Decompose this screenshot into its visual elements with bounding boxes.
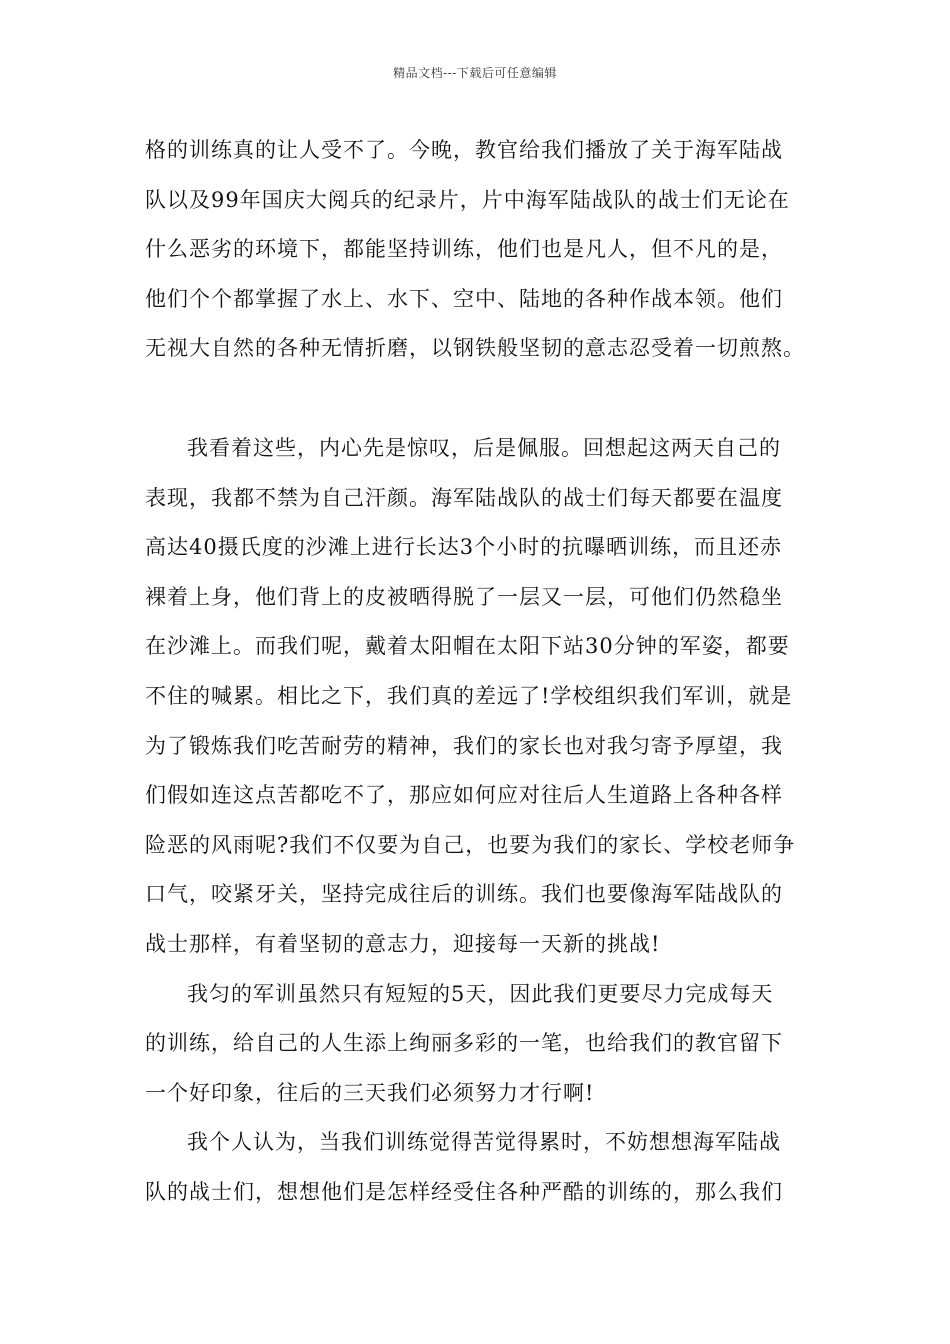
text-line: 口气，咬紧牙关，坚持完成往后的训练。我们也要像海军陆战队的: [145, 882, 783, 907]
text-line: 队的战士们，想想他们是怎样经受住各种严酷的训练的，那么我们: [145, 1179, 783, 1204]
text-line: 我看着这些，内心先是惊叹，后是佩服。回想起这两天自己的: [187, 435, 781, 460]
paragraph-1: [145, 126, 809, 374]
document-body: [145, 126, 809, 1217]
text-line: 们假如连这点苦都吃不了，那应如何应对往后人生道路上各种各样: [145, 783, 783, 808]
text-line: 队以及99年国庆大阅兵的纪录片，片中海军陆战队的战士们无论在: [145, 187, 790, 212]
text-line: 战士那样，有着坚韧的意志力，迎接每一天新的挑战!: [145, 931, 661, 956]
text-line: 在沙滩上。而我们呢，戴着太阳帽在太阳下站30分钟的军姿，都要: [145, 634, 790, 659]
text-line: 我个人认为，当我们训练觉得苦觉得累时，不妨想想海军陆战: [187, 1130, 781, 1155]
text-line: 表现，我都不禁为自己汗颜。海军陆战队的战士们每天都要在温度: [145, 485, 783, 510]
paragraph-2: [145, 424, 809, 970]
text-line: 裸着上身，他们背上的皮被晒得脱了一层又一层，可他们仍然稳坐: [145, 584, 783, 609]
page-header: 精品文档---下载后可任意编辑: [393, 66, 557, 80]
text-line: 的训练，给自己的人生添上绚丽多彩的一笔，也给我们的教官留下: [145, 1031, 783, 1056]
text-line: 不住的喊累。相比之下，我们真的差远了!学校组织我们军训，就是: [145, 683, 793, 708]
text-line: 为了锻炼我们吃苦耐劳的精神，我们的家长也对我匀寄予厚望，我: [145, 733, 783, 758]
paragraph-4: [145, 1118, 809, 1217]
paragraph-3: [145, 970, 809, 1119]
text-line: 什么恶劣的环境下，都能坚持训练，他们也是凡人，但不凡的是，: [145, 237, 783, 262]
text-line: 险恶的风雨呢?我们不仅要为自己，也要为我们的家长、学校老师争: [145, 832, 796, 857]
text-line: 我匀的军训虽然只有短短的5天，因此我们更要尽力完成每天: [187, 981, 774, 1006]
text-line: 无视大自然的各种无情折磨，以钢铁般坚韧的意志忍受着一切煎熬。: [145, 336, 805, 361]
text-line: 他们个个都掌握了水上、水下、空中、陆地的各种作战本领。他们: [145, 286, 783, 311]
text-line: 一个好印象，往后的三天我们必须努力才行啊!: [145, 1080, 595, 1105]
text-line: 高达40摄氏度的沙滩上进行长达3个小时的抗曝晒训练，而且还赤: [145, 535, 783, 560]
text-line: 格的训练真的让人受不了。今晚，教官给我们播放了关于海军陆战: [145, 138, 783, 162]
